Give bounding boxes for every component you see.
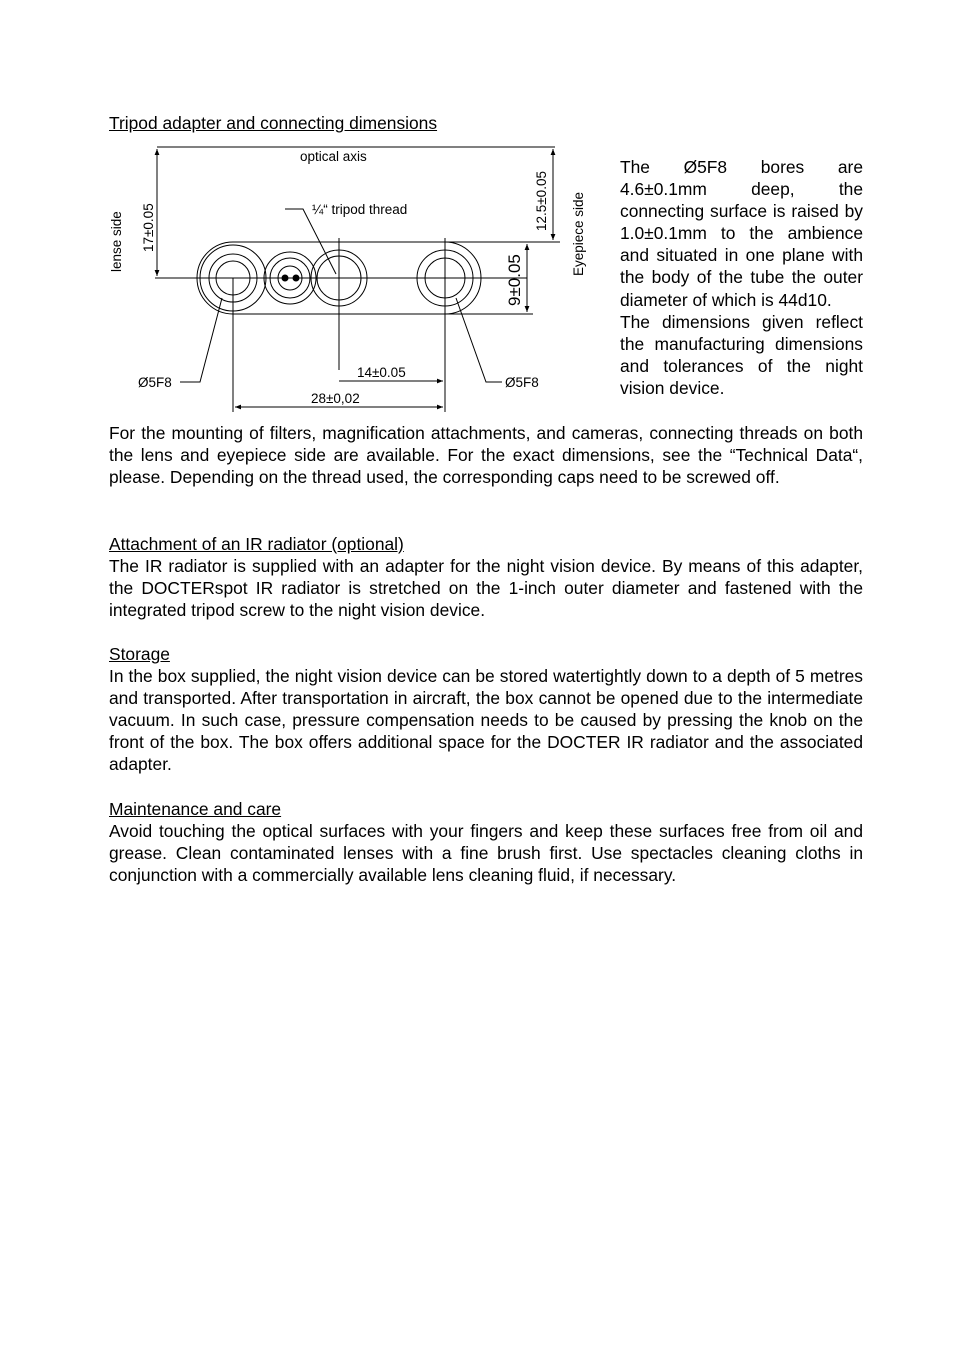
maintenance-heading: Maintenance and care <box>109 799 282 819</box>
dim-14-label: 14±0.05 <box>357 365 406 380</box>
left-bore-label: Ø5F8 <box>138 375 172 390</box>
dim-12-5-label: 12.5±0.05 <box>534 171 549 231</box>
lense-side-label: lense side <box>109 211 124 272</box>
tripod-thread-label: ¼“ tripod thread <box>312 202 408 217</box>
right-bore-leader <box>456 298 502 382</box>
optical-axis-label: optical axis <box>300 149 367 164</box>
storage-paragraph: In the box supplied, the night vision device can be stored watertightly down to a depth of 5 metres and transported. After transportation in aircraft, the box cannot be opened due to the intermediate vacuum. In such case, pressure compensation needs to be caused by pressing the knob on the front of the box. The box offers additional space for the DOCTER IR radiator and the associated adapter. <box>109 666 863 775</box>
dim-17-label: 17±0.05 <box>141 203 156 252</box>
left-bore-leader <box>180 298 222 382</box>
mounting-paragraph: For the mounting of filters, magnification attachments, and cameras, connecting threads on both the lens and eyepiece side are available. For the exact dimensions, see the “Technical Data“, please. Depending on the thread used, the corresponding caps need to be screwed off. <box>109 423 863 488</box>
ir-paragraph: The IR radiator is supplied with an adapter for the night vision device. By means of this adapter, the DOCTERspot IR radiator is stretched on the 1-inch outer diameter and fastened with the integrated tripod screw to the night vision device. <box>109 556 863 621</box>
screw-hole-left <box>282 275 289 282</box>
screw-hole-right <box>293 275 300 282</box>
bore-description-text: The Ø5F8 bores are 4.6±0.1mm deep, the connecting surface is raised by 1.0±0.1mm to the ambience and situated in one plane with the body of the tube the outer diameter of which is 44d10. <box>620 157 863 310</box>
storage-heading: Storage <box>109 644 170 664</box>
ir-heading: Attachment of an IR radiator (optional) <box>109 534 404 554</box>
dim-9-label: 9±0.05 <box>505 254 524 306</box>
maintenance-paragraph: Avoid touching the optical surfaces with your fingers and keep these surfaces free from oil and grease. Clean contaminated lenses with a fine brush first. Use spectacles cleaning cloths in conjunction with a commercially available lens cleaning fluid, if necessary. <box>109 821 863 886</box>
dimensions-note-text: The dimensions given reflect the manufacturing dimensions and tolerances of the night vision device. <box>620 311 863 398</box>
tripod-heading: Tripod adapter and connecting dimensions <box>109 113 438 133</box>
dim-28-label: 28±0,02 <box>311 391 360 406</box>
right-bore-label: Ø5F8 <box>505 375 539 390</box>
eyepiece-side-label: Eyepiece side <box>571 191 586 276</box>
tripod-adapter-diagram <box>100 140 600 430</box>
bore-description <box>620 156 863 399</box>
